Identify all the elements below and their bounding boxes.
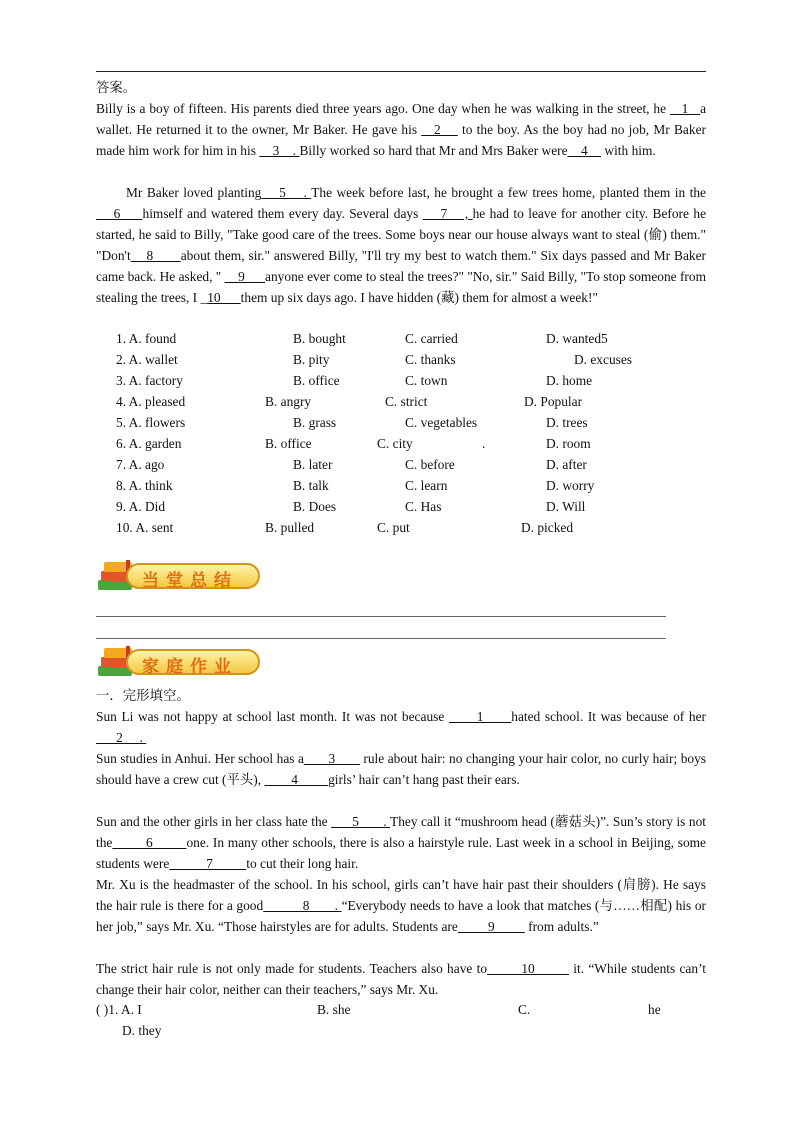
banner-homework-text: 家庭作业 xyxy=(142,657,238,677)
passage1-paragraph1 xyxy=(96,98,706,161)
options-list-1 xyxy=(0,328,800,538)
option-row xyxy=(0,454,800,475)
options2-row xyxy=(0,999,800,1020)
option-choice: 6. A. garden xyxy=(116,436,182,451)
blank: 4 xyxy=(264,772,329,787)
option-choice: 1. A. found xyxy=(116,331,177,346)
blank: 1 xyxy=(669,101,701,116)
blank: 7 xyxy=(169,856,247,871)
text-run: them up six days ago. I have hidden (藏) them for almost a week!" xyxy=(240,290,598,305)
blank: 6 xyxy=(112,835,187,850)
option-choice: B. Does xyxy=(293,499,337,514)
text-run: Sun Li was not happy at school last month. It was not because xyxy=(96,709,449,724)
text-run: a wallet. He returned it to the owner, Mr Baker. He gave his xyxy=(96,101,707,137)
option-choice: 7. A. ago xyxy=(116,457,165,472)
summary-line-1 xyxy=(96,616,666,617)
passage2-paragraph3 xyxy=(96,811,706,874)
option-choice: D. trees xyxy=(546,415,588,430)
section-heading: 一．完形填空。 xyxy=(96,688,190,703)
option-choice: D. picked xyxy=(521,520,574,535)
blank: 1 xyxy=(448,709,512,724)
option-choice: B. pity xyxy=(293,352,330,367)
options2-q1: ( )1. A. I xyxy=(96,1002,142,1017)
options2-c-word: he xyxy=(648,1002,661,1017)
text-run: one. In many other schools, there is also a hairstyle rule. Last week in a school in Beijing, some students were xyxy=(96,835,706,871)
text-run: anyone ever come to steal the trees?" "No, sir." Said Billy, "To stop someone from stealing the trees, I _ xyxy=(96,269,707,305)
passage2-paragraph5 xyxy=(96,958,706,1000)
option-row xyxy=(0,517,800,538)
blank: 8 xyxy=(130,248,181,263)
text-run: he had to leave for another city. Before he started, he said to Billy, "Take good care of the trees. Some boys near our house always want to steal (偷) them." "Don't xyxy=(96,206,707,263)
option-choice: B. office xyxy=(265,436,312,451)
text-run: with him. xyxy=(601,143,656,158)
blank: 3 . xyxy=(259,143,300,158)
option-choice: B. angry xyxy=(265,394,312,409)
option-choice: C. Has xyxy=(405,499,442,514)
text-run: Billy worked so hard that Mr and Mrs Baker were xyxy=(299,143,568,158)
blank: 7 , xyxy=(422,206,473,221)
text-run: They call it “mushroom head (蘑菇头)”. Sun’s story is not the xyxy=(96,814,706,850)
option-choice: 9. A. Did xyxy=(116,499,166,514)
option-row xyxy=(0,433,800,454)
option-choice: 4. A. pleased xyxy=(116,394,186,409)
text-run: from adults.” xyxy=(524,919,599,934)
option-choice: D. excuses xyxy=(574,352,633,367)
option-row xyxy=(0,349,800,370)
option-row xyxy=(0,475,800,496)
option-choice: 8. A. think xyxy=(116,478,173,493)
options2-b: B. she xyxy=(317,1002,351,1017)
blank: 5 . xyxy=(331,814,391,829)
blank: 2 xyxy=(421,122,458,137)
top-rule xyxy=(96,71,706,72)
blank: 8 . xyxy=(263,898,342,913)
blank: 9 xyxy=(457,919,525,934)
banner-homework xyxy=(96,644,264,680)
blank: 10 xyxy=(207,290,241,305)
option-choice: D. worry xyxy=(546,478,595,493)
blank: 10 xyxy=(487,961,569,976)
option-choice: 5. A. flowers xyxy=(116,415,186,430)
option-choice: D. room xyxy=(546,436,591,451)
blank: 4 xyxy=(567,143,602,158)
options2-d: D. they xyxy=(122,1023,162,1038)
text-run: Billy is a boy of fifteen. His parents died three years ago. One day when he was walking in the street, he xyxy=(96,101,670,116)
text-run: to the boy. As the boy had no job, Mr Baker made him work for him in his xyxy=(96,122,706,158)
option-choice: D. wanted5 xyxy=(546,331,608,346)
blank: 6 xyxy=(96,206,143,221)
banner-summary xyxy=(96,558,264,594)
option-choice: B. later xyxy=(293,457,333,472)
blank: 9 xyxy=(224,269,266,284)
text-run: hated school. It was because of her xyxy=(511,709,706,724)
text-run: The week before last, he brought a few trees home, planted them in the xyxy=(311,185,706,200)
option-choice: B. talk xyxy=(293,478,329,493)
blank: 3 xyxy=(303,751,360,766)
text-run: Mr. Xu is the headmaster of the school. In his school, girls can’t have hair past their shoulders (肩膀). He says the hair rule is there for a good xyxy=(96,877,706,913)
option-choice: C. vegetables xyxy=(405,415,478,430)
option-choice: C. town xyxy=(405,373,448,388)
option-choice: D. Will xyxy=(546,499,586,514)
blank: 5 . xyxy=(261,185,312,200)
passage2-paragraph2 xyxy=(96,748,706,790)
banner-summary-tag xyxy=(126,563,260,589)
text-run: to cut their long hair. xyxy=(246,856,359,871)
text-run: Sun studies in Anhui. Her school has a xyxy=(96,751,304,766)
option-row xyxy=(0,412,800,433)
passage2-paragraph1 xyxy=(96,706,706,748)
option-row xyxy=(0,496,800,517)
option-choice: C. city xyxy=(377,436,413,451)
option-choice: 10. A. sent xyxy=(116,520,174,535)
text-run: it. “While students can’t change their hair color, neither can their teachers,” says Mr. Xu. xyxy=(96,961,707,997)
summary-line-2 xyxy=(96,638,666,639)
banner-homework-tag xyxy=(126,649,260,675)
option-choice: C. thanks xyxy=(405,352,456,367)
option-choice: C. carried xyxy=(405,331,458,346)
passage2-paragraph4 xyxy=(96,874,706,937)
options2-c: C. xyxy=(518,1002,531,1017)
text-run: Mr Baker loved planting xyxy=(126,185,262,200)
banner-summary-text: 当堂总结 xyxy=(142,571,238,591)
option-choice: D. home xyxy=(546,373,593,388)
text-run: himself and watered them every day. Several days xyxy=(142,206,423,221)
option-choice: 2. A. wallet xyxy=(116,352,178,367)
blank: 2 . xyxy=(96,730,147,745)
option-choice: D. Popular xyxy=(524,394,583,409)
answer-label: 答案。 xyxy=(96,80,137,95)
option-choice: 3. A. factory xyxy=(116,373,183,388)
text-run: “Everybody needs to have a look that matches (与……相配) his or her job,” says Mr. Xu. “Those hairstyles are for adults. Students are xyxy=(96,898,706,934)
option-choice: B. bought xyxy=(293,331,346,346)
option-choice: C. before xyxy=(405,457,455,472)
option-choice: B. pulled xyxy=(265,520,315,535)
text-run: about them, sir." answered Billy, "I'll try my best to watch them." Six days passed and Mr Baker came back. He asked, " xyxy=(96,248,706,284)
option-choice: B. office xyxy=(293,373,340,388)
text-run: girls’ hair can’t hang past their ears. xyxy=(328,772,520,787)
option-row xyxy=(0,391,800,412)
option-choice: C. put xyxy=(377,520,410,535)
passage1-paragraph2 xyxy=(96,182,706,308)
option-choice: B. grass xyxy=(293,415,337,430)
text-run: rule about hair: no changing your hair color, no curly hair; boys should have a crew cut (平头), xyxy=(96,751,707,787)
text-run: The strict hair rule is not only made for students. Teachers also have to xyxy=(96,961,488,976)
option-row xyxy=(0,370,800,391)
option-choice: . xyxy=(482,436,486,451)
text-run: Sun and the other girls in her class hate the xyxy=(96,814,332,829)
option-row xyxy=(0,328,800,349)
option-choice: D. after xyxy=(546,457,587,472)
option-choice: C. strict xyxy=(385,394,428,409)
options2-row-2 xyxy=(0,1020,800,1041)
option-choice: C. learn xyxy=(405,478,448,493)
